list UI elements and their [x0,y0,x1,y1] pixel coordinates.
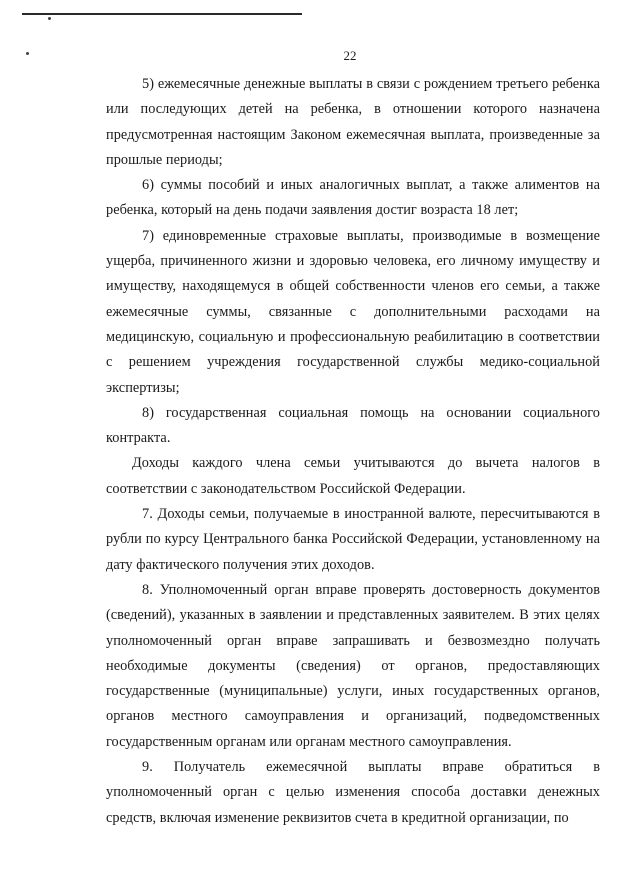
paragraph-section-9: 9. Получатель ежемесячной выплаты вправе обратиться в уполномоченный орган с целью изменения способа доставки денежных средств, включая изменение реквизитов счета в кредитной организации, по [106,759,600,826]
paragraph-section-7: 7. Доходы семьи, получаемые в иностранной валюте, пересчитываются в рубли по курсу Центрального банка Российской Федерации, установленному на дату фактического получения этих доходов. [106,506,600,573]
paragraph-section-8: 8. Уполномоченный орган вправе проверять достоверность документов (сведений), указанных в заявлении и представленных заявителем. В этих целях уполномоченный орган вправе запрашивать и безвозмездно получать необходимые документы (сведения) от органов, предоставляющих государственные (муниципальные) услуги, иных государственных органов, органов местного самоуправления и организаций, подведомственных государственным органам или органам местного самоуправления. [106,581,600,750]
scan-edge-line [22,13,302,15]
paragraph-item-6: 6) суммы пособий и иных аналогичных выплат, а также алиментов на ребенка, который на день подачи заявления достиг возраста 18 лет; [106,177,600,219]
paragraph-item-5: 5) ежемесячные денежные выплаты в связи с рождением третьего ребенка или последующих детей на ребенка, в отношении которого назначена предусмотренная настоящим Законом ежемесячная выплата, произведенные за прошлые периоды; [106,76,600,168]
paragraph-item-7: 7) единовременные страховые выплаты, производимые в возмещение ущерба, причиненного жизни и здоровью человека, его личному имуществу и имуществу, находящемуся в общей собственности членов его семьи, а также ежемесячные суммы, связанные с дополнительными расходами на медицинскую, социальную и профессиональную реабилитацию в соответствии с решением учреждения государственной службы медико-социальной экспертизы; [106,227,600,396]
document-body [106,72,600,831]
paragraph-income-note: Доходы каждого члена семьи учитываются до вычета налогов в соответствии с законодательством Российской Федерации. [106,455,600,497]
paragraph-item-8: 8) государственная социальная помощь на основании социального контракта. [106,404,600,447]
scan-speck [48,17,51,20]
page-number: 22 [343,48,357,63]
